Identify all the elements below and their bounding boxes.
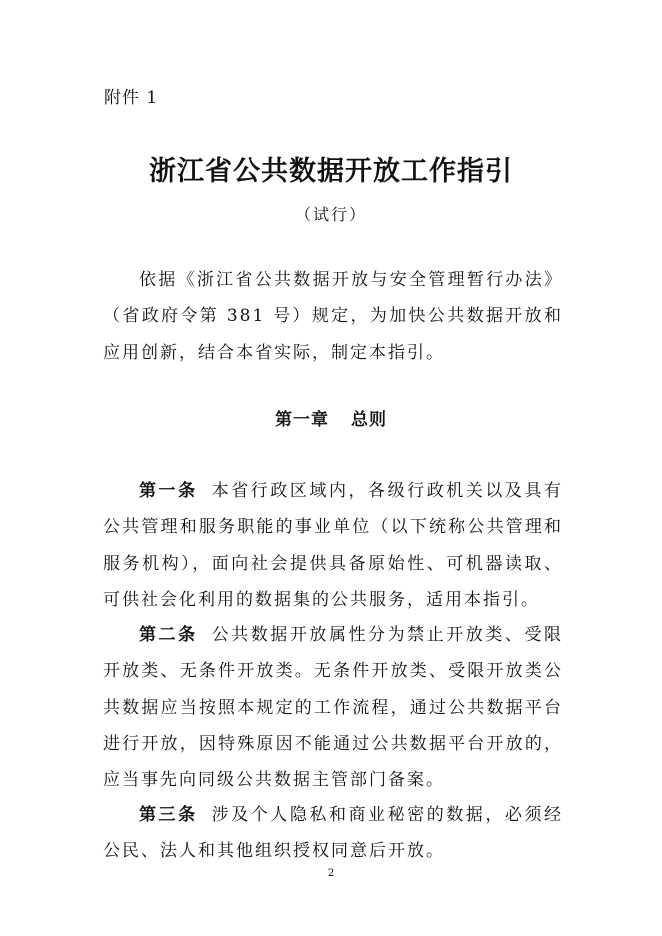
page-number: 2 — [327, 868, 335, 879]
intro-paragraph: 依据《浙江省公共数据开放与安全管理暂行办法》（省政府令第 381 号）规定，为加快公共数据开放和应用创新，结合本省实际，制定本指引。 — [103, 270, 563, 363]
document-subtitle: （试行） — [294, 205, 367, 224]
article-1-paragraph — [103, 473, 563, 618]
article-3-label: 第三条 — [139, 805, 198, 825]
article-3-paragraph — [103, 797, 563, 870]
chapter-heading — [0, 406, 662, 434]
article-2-text: 公共数据开放属性分为禁止开放类、受限开放类、无条件开放类。无条件开放类、受限开放类公共数据应当按照本规定的工作流程，通过公共数据平台进行开放，因特殊原因不能通过公共数据平台开放的，应当事先向同级公共数据主管部门备案。 — [103, 625, 564, 791]
attachment-label: 附件 1 — [104, 88, 159, 108]
article-1-text: 本省行政区域内，各级行政机关以及具有公共管理和服务职能的事业单位（以下统称公共管理和服务机构），面向社会提供具备原始性、可机器读取、可供社会化利用的数据集的公共服务，适用本指引。 — [103, 481, 564, 610]
chapter-name: 总则 — [351, 410, 387, 430]
article-3-text: 涉及个人隐私和商业秘密的数据，必须经公民、法人和其他组织授权同意后开放。 — [103, 805, 564, 862]
document-title: 浙江省公共数据开放工作指引 — [149, 156, 513, 187]
article-2-paragraph — [103, 617, 563, 798]
chapter-number: 第一章 — [275, 410, 329, 430]
article-2-label: 第二条 — [139, 625, 198, 645]
article-1-label: 第一条 — [139, 481, 198, 501]
